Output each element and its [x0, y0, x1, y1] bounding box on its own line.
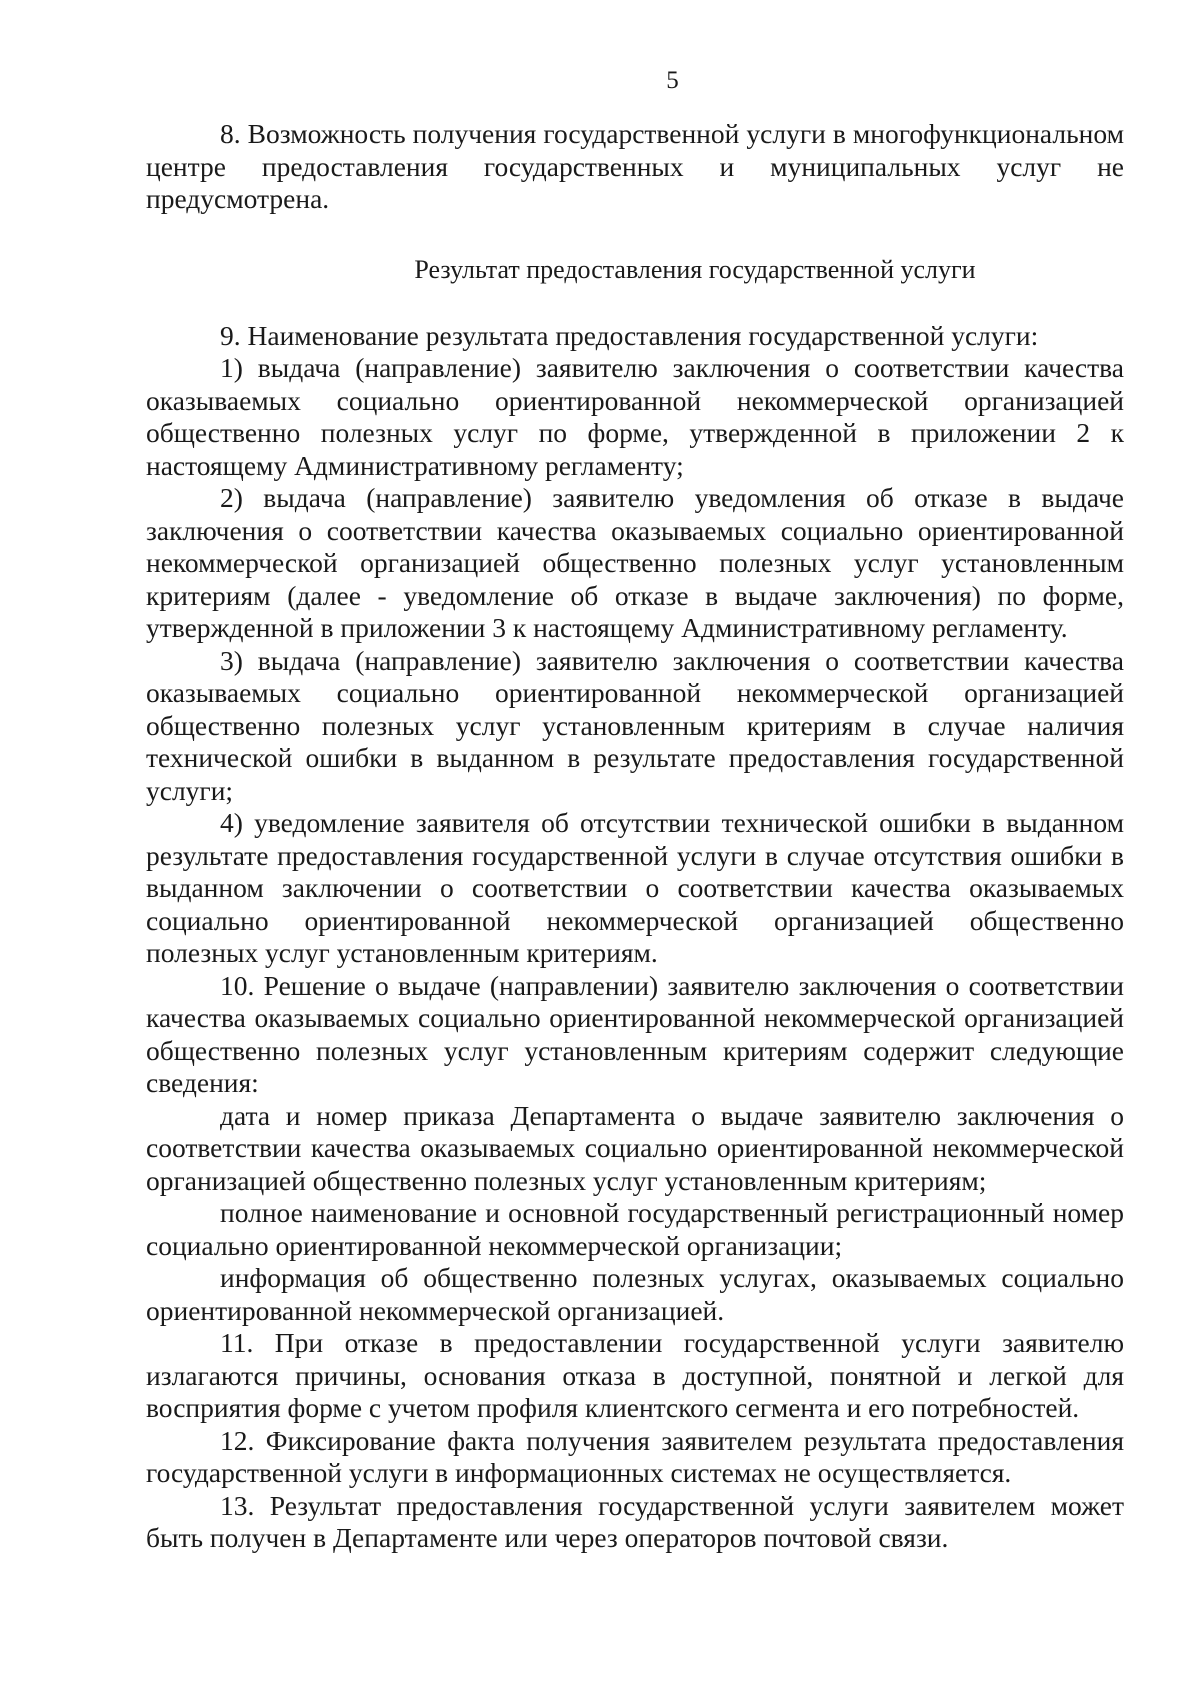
page-number: 5 [666, 67, 679, 94]
paragraph-11: 11. При отказе в предоставлении государственной услуги заявителю излагаются причины, основания отказа в доступной, понятной и легкой для восприятия форме с учетом профиля клиентского сегмента и его потребностей. [146, 1327, 1124, 1423]
paragraph-9-item-4: 4) уведомление заявителя об отсутствии технической ошибки в выданном результате предоставления государственной услуги в случае отсутствия ошибки в выданном заключении о соответствии о соответствии качества оказываемых социально ориентированной некоммерческой организацией общественно полезных услуг установленным критериям. [146, 807, 1124, 968]
paragraph-10-item-a: дата и номер приказа Департамента о выдаче заявителю заключения о соответствии качества оказываемых социально ориентированной некоммерческой организацией общественно полезных услуг установленным критериям; [146, 1099, 1124, 1196]
paragraph-12: 12. Фиксирование факта получения заявителем результата предоставления государственной услуги в информационных системах не осуществляется. [146, 1424, 1124, 1488]
paragraph-8: 8. Возможность получения государственной услуги в многофункциональном центре предоставления государственных и муниципальных услуг не предусмотрена. [146, 118, 1124, 214]
paragraph-9: 9. Наименование результата предоставления государственной услуги: [220, 319, 1039, 351]
paragraph-9-item-2: 2) выдача (направление) заявителю уведомления об отказе в выдаче заключения о соответствии качества оказываемых социально ориентированной некоммерческой организацией общественно полезных услуг установленным критериям (далее - уведомление об отказе в выдаче заключения) по форме, утвержденной в приложении 3 к настоящему Административному регламенту. [146, 482, 1124, 643]
paragraph-10-item-b: полное наименование и основной государственный регистрационный номер социально ориентированной некоммерческой организации; [146, 1197, 1124, 1261]
section-title: Результат предоставления государственной услуги [414, 254, 976, 284]
paragraph-9-item-1: 1) выдача (направление) заявителю заключения о соответствии качества оказываемых социально ориентированной некоммерческой организацией общественно полезных услуг по форме, утвержденной в приложении 2 к настоящему Административному регламенту; [146, 352, 1124, 481]
document-body [146, 118, 1124, 1555]
paragraph-9-item-3: 3) выдача (направление) заявителю заключения о соответствии качества оказываемых социально ориентированной некоммерческой организацией общественно полезных услуг установленным критериям в случае наличия технической ошибки в выданном в результате предоставления государственной услуги; [146, 644, 1124, 806]
paragraph-10-item-c: информация об общественно полезных услугах, оказываемых социально ориентированной некоммерческой организацией. [146, 1262, 1124, 1326]
paragraph-10: 10. Решение о выдаче (направлении) заявителю заключения о соответствии качества оказываемых социально ориентированной некоммерческой организацией общественно полезных услуг установленным критериям содержит следующие сведения: [146, 969, 1124, 1098]
paragraph-13: 13. Результат предоставления государственной услуги заявителем может быть получен в Департаменте или через операторов почтовой связи. [146, 1489, 1124, 1553]
